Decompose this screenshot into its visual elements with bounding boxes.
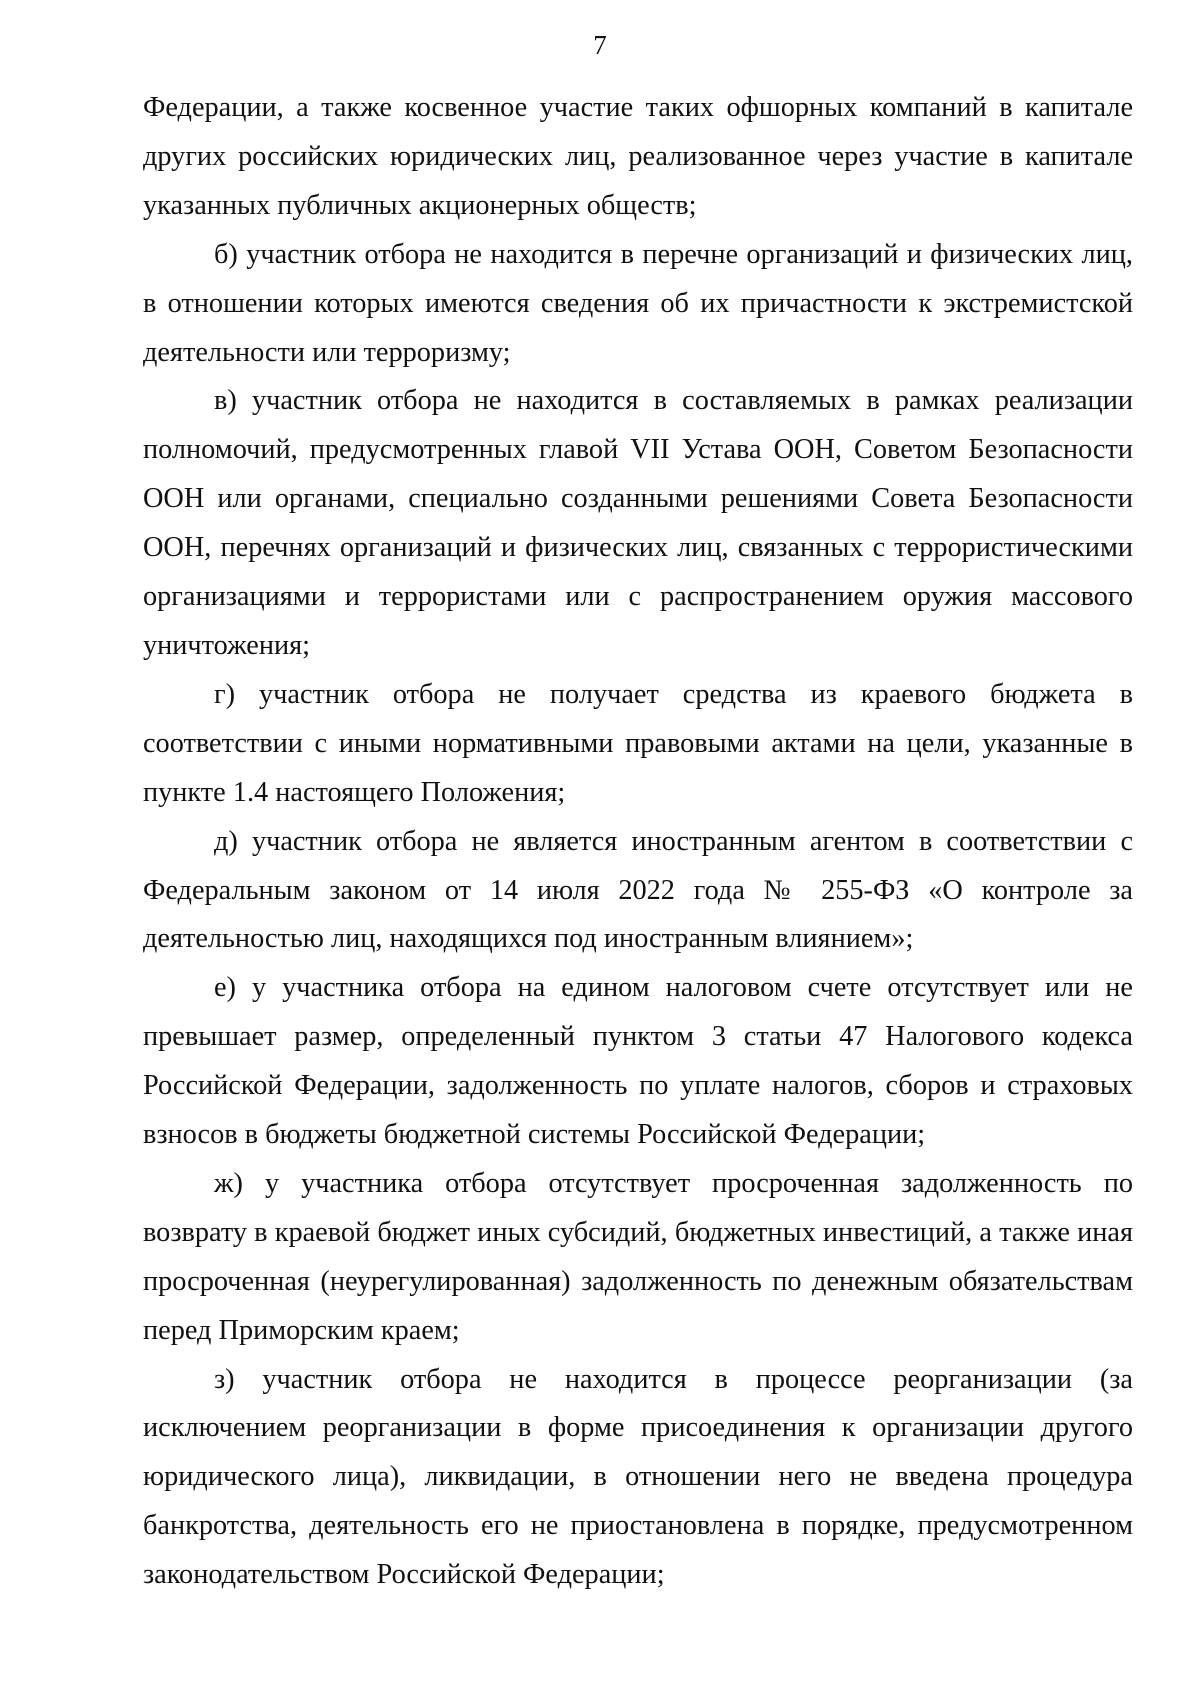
paragraph-item-e: е) у участника отбора на едином налоговом счете отсутствует или не превышает размер, определенный пунктом 3 статьи 47 Налогового кодекса Российской Федерации, задолженность по уплате налогов, сборов и страховых взносов в бюджеты бюджетной системы Российской Федерации; — [143, 972, 1133, 1151]
paragraph-item-zh: ж) у участника отбора отсутствует просроченная задолженность по возврату в краевой бюджет иных субсидий, бюджетных инвестиций, а также иная просроченная (неурегулированная) задолженность по денежным обязательствам перед Приморским краем; — [143, 1167, 1133, 1346]
document-body — [143, 84, 1133, 1600]
paragraph-item-b: б) участник отбора не находится в перечне организаций и физических лиц, в отношении которых имеются сведения об их причастности к экстремистской деятельности или терроризму; — [143, 238, 1133, 368]
paragraph-continuation: Федерации, а также косвенное участие таких офшорных компаний в капитале других российских юридических лиц, реализованное через участие в капитале указанных публичных акционерных обществ; — [143, 92, 1133, 221]
paragraph-item-d: д) участник отбора не является иностранным агентом в соответствии с Федеральным законом от 14 июля 2022 года № 255-ФЗ «О контроле за деятельностью лиц, находящихся под иностранным влиянием»; — [143, 825, 1133, 955]
paragraph-item-z: з) участник отбора не находится в процессе реорганизации (за исключением реорганизации в форме присоединения к организации другого юридического лица), ликвидации, в отношении него не введена процедура банкротства, деятельность его не приостановлена в порядке, предусмотренном законодательством Российской Федерации; — [143, 1363, 1133, 1591]
paragraph-item-g: г) участник отбора не получает средства из краевого бюджета в соответствии с иными нормативными правовыми актами на цели, указанные в пункте 1.4 настоящего Положения; — [143, 678, 1133, 808]
page-number: 7 — [593, 30, 607, 60]
paragraph-item-v: в) участник отбора не находится в составляемых в рамках реализации полномочий, предусмотренных главой VII Устава ООН, Советом Безопасности ООН или органами, специально созданными решениями Совета Безопасности ООН, перечнях организаций и физических лиц, связанных с террористическими организациями и террористами или с распространением оружия массового уничтожения; — [143, 385, 1133, 661]
